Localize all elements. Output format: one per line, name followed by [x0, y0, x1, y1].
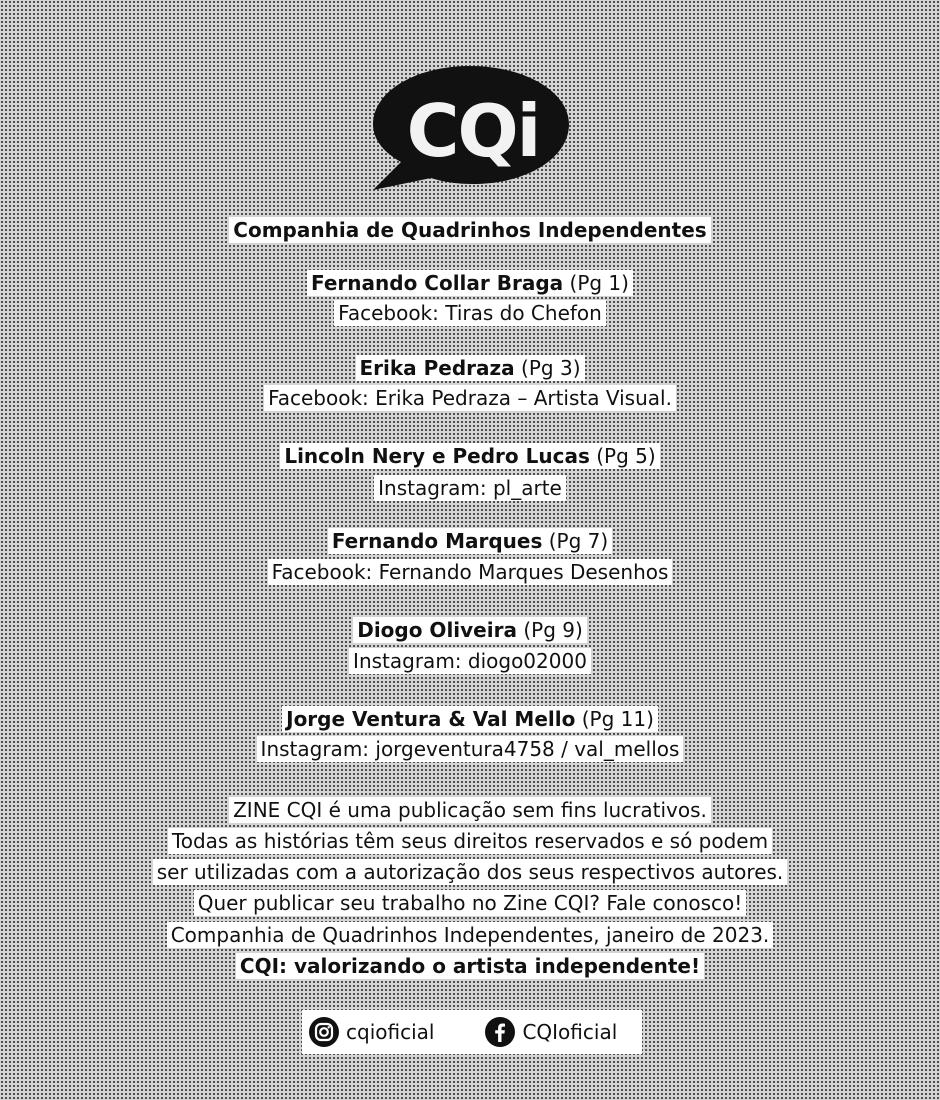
artist-name: Fernando Marques	[331, 529, 543, 553]
notice-text: ser utilizadas com a autorização dos seus respectivos autores.	[153, 859, 788, 885]
tagline-line	[0, 953, 940, 979]
credit-name-line	[0, 706, 940, 732]
instagram-icon	[308, 1016, 340, 1048]
artist-contact: Instagram: jorgeventura4758 / val_mellos	[257, 736, 684, 762]
notice-line	[0, 797, 940, 823]
artist-contact: Instagram: diogo02000	[349, 648, 591, 674]
artist-name: Jorge Ventura & Val Mello	[286, 707, 576, 731]
notice-text: Quer publicar seu trabalho no Zine CQI? Fale conosco!	[194, 890, 747, 916]
cqi-logo	[365, 62, 575, 192]
page-ref: (Pg 5)	[596, 444, 656, 468]
logo-text: CQi	[406, 89, 540, 173]
org-name: Companhia de Quadrinhos Independentes	[229, 217, 710, 243]
page-ref: (Pg 9)	[523, 618, 583, 642]
facebook-link[interactable]	[484, 1016, 617, 1048]
credit-contact-line	[0, 300, 940, 326]
credit-contact-line	[0, 559, 940, 585]
notice-line	[0, 859, 940, 885]
credit-name-line	[0, 528, 940, 554]
instagram-handle: cqioficial	[346, 1020, 435, 1044]
credit-name-line	[0, 617, 940, 643]
page-ref: (Pg 11)	[581, 707, 654, 731]
facebook-handle: CQIoficial	[522, 1020, 618, 1044]
artist-contact: Facebook: Tiras do Chefon	[334, 300, 606, 326]
credit-name-line	[0, 443, 940, 469]
notice-text: ZINE CQI é uma publicação sem fins lucrativos.	[229, 797, 711, 823]
org-name-line	[0, 217, 940, 243]
credit-contact-line	[0, 736, 940, 762]
artist-contact: Facebook: Fernando Marques Desenhos	[268, 559, 673, 585]
notice-line	[0, 890, 940, 916]
artist-contact: Facebook: Erika Pedraza – Artista Visual.	[264, 385, 676, 411]
credit-name-line	[0, 270, 940, 296]
tagline: CQI: valorizando o artista independente!	[236, 953, 704, 979]
facebook-icon	[484, 1016, 516, 1048]
notice-line	[0, 828, 940, 854]
page-ref: (Pg 1)	[569, 271, 629, 295]
notice-line	[0, 922, 940, 948]
page-ref: (Pg 7)	[548, 529, 609, 553]
notice-text: Todas as histórias têm seus direitos reservados e só podem	[168, 828, 772, 854]
artist-name: Diogo Oliveira	[357, 618, 517, 642]
credit-contact-line	[0, 385, 940, 411]
page-ref: (Pg 3)	[521, 356, 581, 380]
artist-name: Lincoln Nery e Pedro Lucas	[284, 444, 590, 468]
artist-contact: Instagram: pl_arte	[374, 475, 566, 501]
credit-contact-line	[0, 648, 940, 674]
artist-name: Fernando Collar Braga	[311, 271, 564, 295]
instagram-link[interactable]	[308, 1016, 434, 1048]
social-links	[302, 1010, 642, 1054]
credit-contact-line	[0, 475, 940, 501]
artist-name: Erika Pedraza	[359, 356, 515, 380]
credit-name-line	[0, 355, 940, 381]
notice-text: Companhia de Quadrinhos Independentes, janeiro de 2023.	[167, 922, 774, 948]
